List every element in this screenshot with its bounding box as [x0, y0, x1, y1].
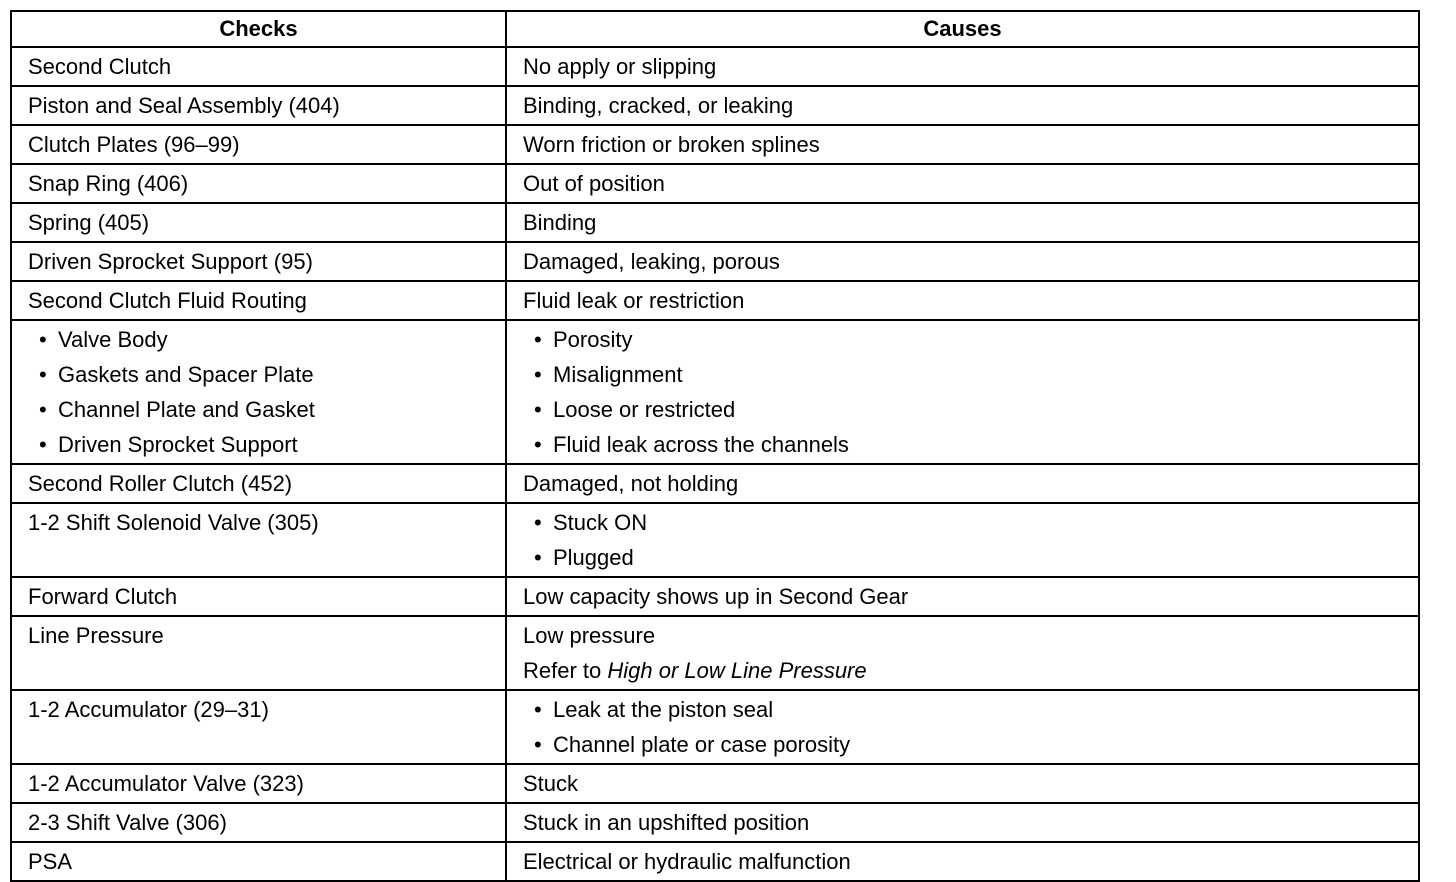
- list-item: • Channel plate or case porosity: [523, 727, 1418, 762]
- cause-cell: [506, 616, 1419, 690]
- cause-cell: Worn friction or broken splines: [506, 125, 1419, 164]
- cause-reference-line: [523, 653, 1418, 688]
- table-row: [11, 47, 1419, 86]
- table-row: [11, 281, 1419, 320]
- check-cell: Line Pressure: [11, 616, 506, 690]
- list-item: • Misalignment: [523, 357, 1418, 392]
- table-row: [11, 803, 1419, 842]
- list-item: • Loose or restricted: [523, 392, 1418, 427]
- cause-cell: Electrical or hydraulic malfunction: [506, 842, 1419, 881]
- table-row: [11, 503, 1419, 577]
- table-row: [11, 242, 1419, 281]
- cause-cell: No apply or slipping: [506, 47, 1419, 86]
- cause-cell: Damaged, not holding: [506, 464, 1419, 503]
- checks-column-header: Checks: [11, 11, 506, 47]
- table-row: [11, 764, 1419, 803]
- table-row: [11, 203, 1419, 242]
- reference-prefix: Refer to: [523, 658, 608, 683]
- reference-link[interactable]: High or Low Line Pressure: [607, 658, 867, 683]
- list-item: • Driven Sprocket Support: [28, 427, 505, 462]
- table-row: [11, 464, 1419, 503]
- list-item: • Gaskets and Spacer Plate: [28, 357, 505, 392]
- check-cell: 1-2 Accumulator (29–31): [11, 690, 506, 764]
- cause-cell: Binding, cracked, or leaking: [506, 86, 1419, 125]
- table-row: [11, 164, 1419, 203]
- table-header-row: [11, 11, 1419, 47]
- check-cell: 2-3 Shift Valve (306): [11, 803, 506, 842]
- check-cell: 1-2 Shift Solenoid Valve (305): [11, 503, 506, 577]
- check-cell: Piston and Seal Assembly (404): [11, 86, 506, 125]
- check-cell: [11, 320, 506, 464]
- diagnostic-table: [10, 10, 1420, 882]
- check-cell: 1-2 Accumulator Valve (323): [11, 764, 506, 803]
- list-item: • Stuck ON: [523, 505, 1418, 540]
- cause-cell: Fluid leak or restriction: [506, 281, 1419, 320]
- list-item: • Leak at the piston seal: [523, 692, 1418, 727]
- list-item: • Plugged: [523, 540, 1418, 575]
- check-cell: Second Clutch Fluid Routing: [11, 281, 506, 320]
- check-cell: PSA: [11, 842, 506, 881]
- table-row: [11, 577, 1419, 616]
- list-item: • Channel Plate and Gasket: [28, 392, 505, 427]
- table-row: [11, 842, 1419, 881]
- table-row: [11, 320, 1419, 464]
- cause-cell: Low capacity shows up in Second Gear: [506, 577, 1419, 616]
- cause-line: Low pressure: [523, 623, 656, 648]
- table-row: [11, 616, 1419, 690]
- check-cell: Forward Clutch: [11, 577, 506, 616]
- check-bullet-list: [28, 322, 505, 462]
- list-item: • Fluid leak across the channels: [523, 427, 1418, 462]
- cause-cell: Out of position: [506, 164, 1419, 203]
- check-cell: Second Roller Clutch (452): [11, 464, 506, 503]
- cause-cell: Stuck in an upshifted position: [506, 803, 1419, 842]
- cause-cell: [506, 503, 1419, 577]
- table-row: [11, 690, 1419, 764]
- check-cell: Driven Sprocket Support (95): [11, 242, 506, 281]
- check-cell: Snap Ring (406): [11, 164, 506, 203]
- cause-cell: Binding: [506, 203, 1419, 242]
- table-row: [11, 125, 1419, 164]
- cause-bullet-list: [523, 322, 1418, 462]
- cause-cell: [506, 320, 1419, 464]
- cause-cell: [506, 690, 1419, 764]
- check-cell: Spring (405): [11, 203, 506, 242]
- list-item: • Porosity: [523, 322, 1418, 357]
- check-cell: Second Clutch: [11, 47, 506, 86]
- table-row: [11, 86, 1419, 125]
- list-item: • Valve Body: [28, 322, 505, 357]
- cause-bullet-list: [523, 692, 1418, 762]
- cause-bullet-list: [523, 505, 1418, 575]
- cause-cell: Stuck: [506, 764, 1419, 803]
- check-cell: Clutch Plates (96–99): [11, 125, 506, 164]
- causes-column-header: Causes: [506, 11, 1419, 47]
- cause-cell: Damaged, leaking, porous: [506, 242, 1419, 281]
